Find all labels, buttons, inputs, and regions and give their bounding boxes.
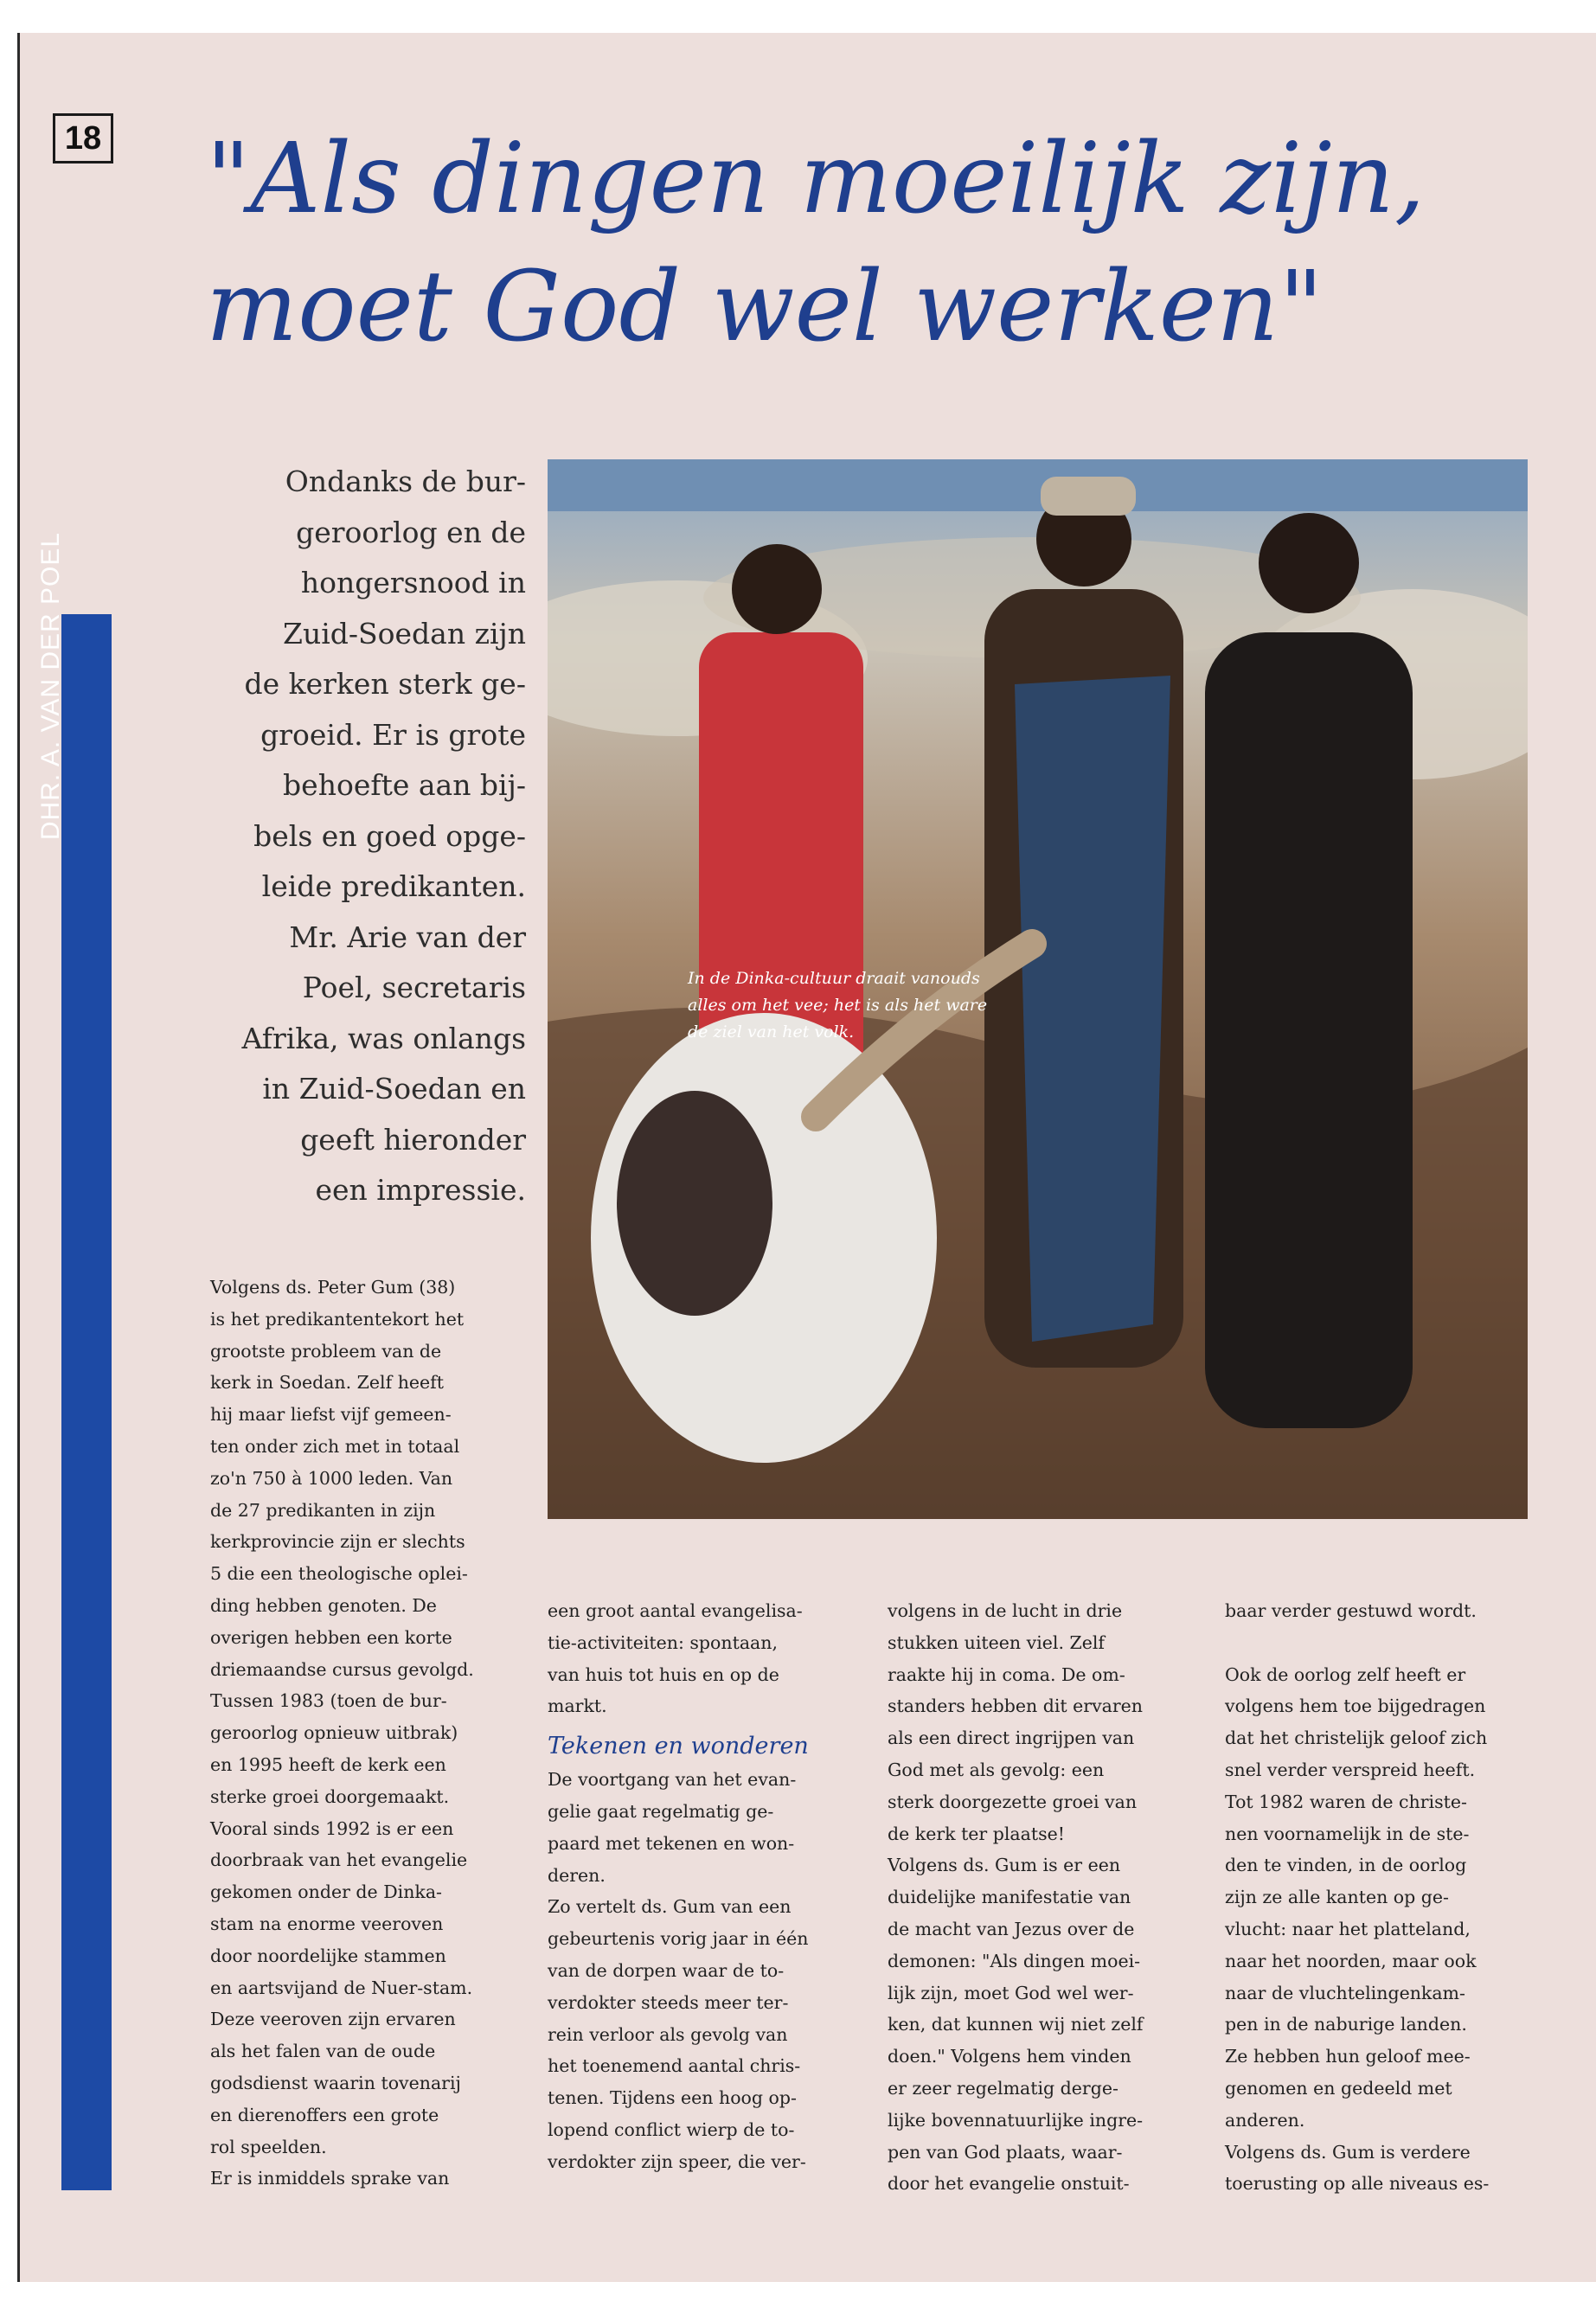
column-2-text-top: een groot aantal evangelisa- tie-activiteiten: spontaan, van huis tot huis en op de markt. <box>548 1600 803 1717</box>
article-column-2 <box>548 1595 855 2178</box>
column-1-text: Volgens ds. Peter Gum (38) is het predikantentekort het grootste probleem van de kerk in Soedan. Zelf heeft hij maar liefst vijf gemeen- ten onder zich met in totaal zo'n 750 à 1000 leden. Van de 27 predikanten in zijn kerkprovincie zijn er slechts 5 die een theologische oplei- ding hebben genoten. De overigen hebben een korte driemaandse cursus gevolgd. Tussen 1983 (toen de bur- geroorlog opnieuw uitbrak) en 1995 heeft de kerk een sterke groei doorgemaakt. Vooral sinds 1992 is er een doorbraak van het evangelie gekomen onder de Dinka- stam na enorme veeroven door noordelijke stammen en aartsvijand de Nuer-stam. Deze veeroven zijn ervaren als het falen van de oude godsdienst waarin tovenarij en dierenoffers een grote rol speelden. Er is inmiddels sprake van <box>210 1277 474 2189</box>
intro-line: behoefte aan bij- <box>283 768 526 802</box>
intro-line: Afrika, was onlangs <box>241 1021 526 1055</box>
intro-line: geroorlog en de <box>296 515 526 549</box>
column-3-text: volgens in de lucht in drie stukken uiteen viel. Zelf raakte hij in coma. De om- standers hebben dit ervaren als een direct ingrijpen van God met als gevolg: een sterk doorgezette groei van de kerk ter plaatse! Volgens ds. Gum is er een duidelijke manifestatie van de macht van Jezus over de demonen: "Als dingen moei- lijk zijn, moet God wel wer- ken, dat kunnen wij niet zelf doen." Volgens hem vinden er zeer regelmatig derge- lijke bovennatuurlijke ingre- pen van God plaats, waar- door het evangelie onstuit- <box>888 1600 1144 2195</box>
intro-line: hongersnood in <box>300 566 526 599</box>
intro-line: Mr. Arie van der <box>289 920 526 954</box>
article-column-3 <box>888 1595 1195 2200</box>
page-number: 18 <box>53 113 113 163</box>
paragraph-gap <box>1225 1627 1532 1659</box>
magazine-page <box>17 33 1596 2282</box>
column-2-text-bottom: De voortgang van het evan- gelie gaat regelmatig ge- paard met tekenen en won- deren. Zo vertelt ds. Gum van een gebeurtenis vorig jaar in één van de dorpen waar de to- verdokter steeds meer ter- rein verloor als gevolg van het toenemend aantal chris- tenen. Tijdens een hoog op- lopend conflict wierp de to- verdokter zijn speer, die ver- <box>548 1769 809 2172</box>
intro-line: Ondanks de bur- <box>285 465 526 498</box>
intro-line: een impressie. <box>315 1173 526 1207</box>
intro-line: groeid. Er is grote <box>260 717 526 752</box>
intro-line: leide predikanten. <box>261 869 526 903</box>
intro-paragraph <box>193 457 526 1216</box>
byline: DHR. A. VAN DER POEL <box>36 531 65 841</box>
column-4-text-bottom: Ook de oorlog zelf heeft er volgens hem toe bijgedragen dat het christelijk geloof zich snel verder verspreid heeft. Tot 1982 waren de christe- nen voornamelijk in de ste- den te vinden, in de oorlog zijn ze alle kanten op ge- vlucht: naar het platteland, naar het noorden, maar ook naar de vluchtelingenkam- pen in de naburige landen. Ze hebben hun geloof mee- genomen en gedeeld met anderen. Volgens ds. Gum is verdere toerusting op alle niveaus es- <box>1225 1663 1490 2195</box>
intro-line: in Zuid-Soedan en <box>262 1072 526 1106</box>
photo-caption: In de Dinka-cultuur draait vanouds alles om het vee; het is als het ware de ziel van het volk. <box>688 969 988 1042</box>
intro-line: bels en goed opge- <box>253 818 526 853</box>
intro-line: geeft hieronder <box>300 1122 526 1157</box>
column-4-text-top: baar verder gestuwd wordt. <box>1225 1600 1477 1621</box>
intro-line: Zuid-Soedan zijn <box>283 616 526 651</box>
headline: "Als dingen moeilijk zijn, moet God wel werken" <box>206 123 1426 363</box>
intro-line: Poel, secretaris <box>302 971 526 1004</box>
article-column-1 <box>210 1272 517 2195</box>
intro-line: de kerken sterk ge- <box>244 667 526 701</box>
article-column-4 <box>1225 1595 1532 2200</box>
subheading: Tekenen en wonderen <box>548 1733 809 1760</box>
